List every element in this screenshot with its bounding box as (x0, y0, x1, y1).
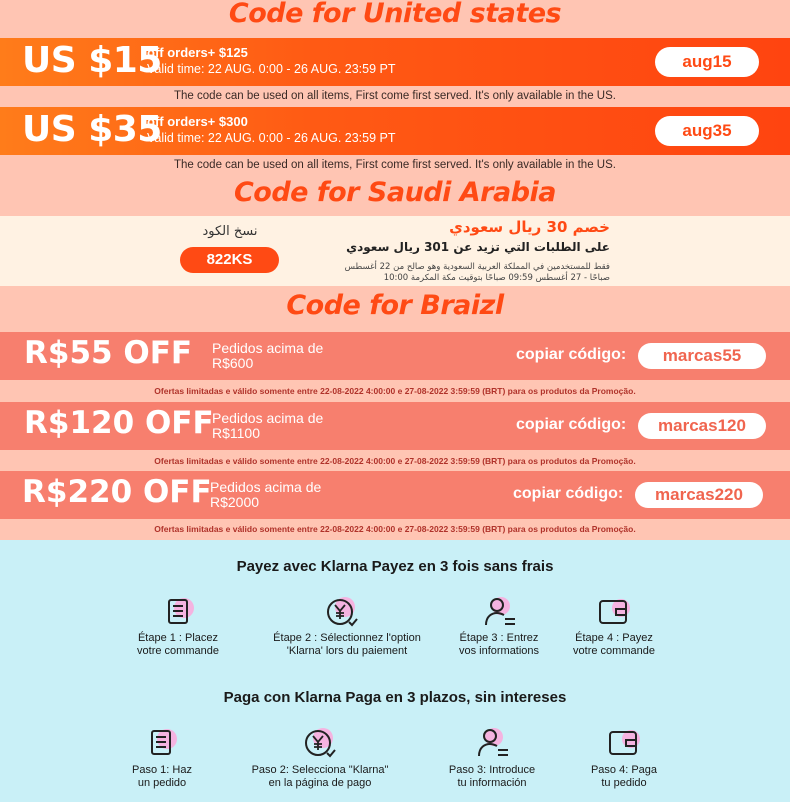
wallet-icon (597, 595, 631, 629)
step-text-line: vos informations (458, 645, 540, 657)
step-text-line: Paso 1: Haz (132, 764, 192, 776)
offer-minimum: R$600 (212, 355, 254, 371)
klarna-step-4-label (524, 632, 704, 658)
us-code-note: The code can be used on all items, First come first served. It's only available in the US. (174, 90, 616, 102)
klarna-paso-4-label (534, 764, 714, 790)
coupon-code-button[interactable]: marcas120 (638, 413, 766, 439)
us-offer-banner-35 (0, 107, 790, 155)
klarna-paso-1-label (72, 764, 252, 790)
yen-coin-icon (303, 726, 337, 760)
offer-valid-time: Valid time: 22 AUG. 0:00 - 26 AUG. 23:59 PT (147, 131, 396, 145)
offer-amount: R$220 OFF (22, 474, 212, 510)
step-text-line: votre commande (573, 645, 655, 657)
user-info-icon (476, 726, 510, 760)
offer-condition: Pedidos acima de (210, 479, 322, 495)
offer-minimum: R$2000 (210, 494, 260, 510)
saudi-offer-panel (0, 216, 790, 286)
brazil-offer-note: Ofertas limitadas e válido somente entre 22-08-2022 4:00:00 e 27-08-2022 3:59:59 (BRT) para os produtos da Promoção. (154, 386, 636, 396)
offer-condition: Pedidos acima de (212, 410, 324, 426)
step-text-line: tu pedido (601, 777, 647, 789)
us-offer-banner-15 (0, 38, 790, 86)
coupon-code-button[interactable]: marcas55 (638, 343, 766, 369)
us-code-note: The code can be used on all items, First come first served. It's only available in the US. (174, 159, 616, 171)
klarna-step-1-label (88, 632, 268, 658)
user-info-icon (483, 595, 517, 629)
offer-amount: US $35 (22, 109, 162, 150)
offer-amount: R$120 OFF (24, 405, 214, 441)
coupon-code-button[interactable]: marcas220 (635, 482, 763, 508)
brazil-offer-banner-120 (0, 402, 790, 450)
yen-coin-icon (325, 595, 359, 629)
step-text-line: Paso 3: Introduce (448, 764, 536, 776)
order-list-icon (145, 726, 179, 760)
offer-condition: Pedidos acima de (212, 340, 324, 356)
saudi-offer-condition: على الطلبات التي تزيد عن 301 ريال سعودي (346, 240, 610, 254)
us-section-title: Code for United states (228, 0, 562, 29)
step-text-line: Paso 2: Selecciona "Klarna" (251, 764, 389, 776)
saudi-validity-line-2: صباحًا - 27 أغسطس 09:59 صباحًا بتوقيت مكة المكرمة 10:00 (383, 273, 610, 283)
step-text-line: votre commande (137, 645, 219, 657)
offer-amount: US $15 (22, 40, 162, 81)
order-list-icon (162, 595, 196, 629)
klarna-paso-2-label (230, 764, 410, 790)
brazil-offer-banner-220 (0, 471, 790, 519)
step-text-line: Étape 1 : Placez (137, 632, 219, 644)
offer-amount: R$55 OFF (24, 335, 193, 371)
brazil-offer-banner-55 (0, 332, 790, 380)
coupon-code-button[interactable]: aug15 (655, 47, 759, 77)
coupon-code-button[interactable]: 822KS (180, 247, 279, 273)
step-text-line: en la página de pago (268, 777, 372, 789)
coupon-code-button[interactable]: aug35 (655, 116, 759, 146)
copy-code-label: copiar código: (516, 416, 627, 433)
wallet-icon (607, 726, 641, 760)
klarna-heading-es: Paga con Klarna Paga en 3 plazos, sin intereses (223, 689, 567, 706)
offer-valid-time: Valid time: 22 AUG. 0:00 - 26 AUG. 23:59 PT (147, 62, 396, 76)
step-text-line: un pedido (137, 777, 187, 789)
step-text-line: Étape 4 : Payez (575, 632, 653, 644)
step-text-line: Étape 3 : Entrez (459, 632, 539, 644)
offer-condition: off orders+ $125 (147, 45, 248, 60)
step-text-line: 'Klarna' lors du paiement (286, 645, 408, 657)
brazil-offer-note: Ofertas limitadas e válido somente entre 22-08-2022 4:00:00 e 27-08-2022 3:59:59 (BRT) para os produtos da Promoção. (154, 456, 636, 466)
step-text-line: tu información (457, 777, 527, 789)
copy-code-label: نسخ الكود (202, 224, 258, 239)
brazil-section-title: Code for Braizl (286, 290, 504, 321)
step-text-line: Étape 2 : Sélectionnez l'option (273, 632, 421, 644)
offer-minimum: R$1100 (212, 425, 261, 441)
saudi-section-title: Code for Saudi Arabia (233, 177, 557, 208)
copy-code-label: copiar código: (516, 346, 627, 363)
brazil-offer-note: Ofertas limitadas e válido somente entre 22-08-2022 4:00:00 e 27-08-2022 3:59:59 (BRT) para os produtos da Promoção. (154, 524, 636, 534)
step-text-line: Paso 4: Paga (590, 764, 658, 776)
saudi-discount-headline: خصم 30 ريال سعودي (449, 218, 610, 236)
saudi-validity-note (345, 262, 610, 284)
klarna-heading-fr: Payez avec Klarna Payez en 3 fois sans frais (236, 558, 554, 575)
copy-code-label: copiar código: (513, 485, 624, 502)
saudi-validity-line-1: فقط للمستخدمين في المملكة العربية السعودية وهو صالح من 22 أغسطس (344, 262, 610, 272)
offer-condition: off orders+ $300 (147, 114, 248, 129)
klarna-payment-info (0, 540, 790, 802)
